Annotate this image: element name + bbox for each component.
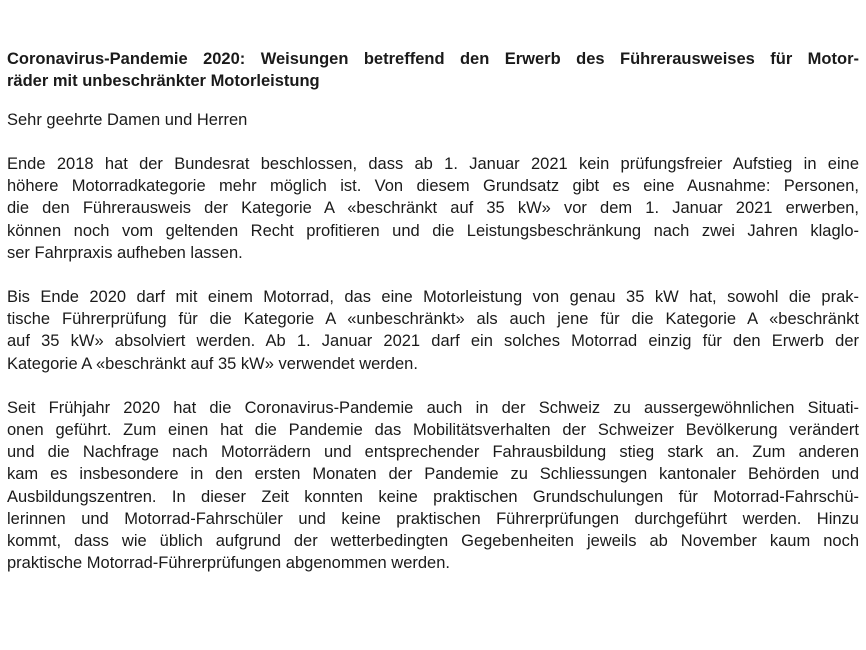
paragraph-line: onen geführt. Zum einen hat die Pandemie das Mobilitätsverhalten der Schweizer Bevölkerung verändert <box>7 421 859 440</box>
paragraph-line: Kategorie A «beschränkt auf 35 kW» verwendet werden. <box>7 354 418 373</box>
paragraph-line: die den Führerausweis der Kategorie A «beschränkt auf 35 kW» vor dem 1. Januar 2021 erwerben, <box>7 199 859 218</box>
title-line: Coronavirus-Pandemie 2020: Weisungen betreffend den Erwerb des Führerausweises für Motor- <box>7 50 859 68</box>
paragraph-line: ser Fahrpraxis aufheben lassen. <box>7 243 243 262</box>
document-body <box>7 48 859 596</box>
paragraph-line: lerinnen und Motorrad-Fahrschüler und keine praktischen Führerprüfungen durchgeführt werden. Hinzu <box>7 509 859 528</box>
paragraph-line: kommt, dass wie üblich aufgrund der wetterbedingten Gegebenheiten jeweils ab November kaum noch <box>7 532 859 551</box>
paragraph-line: praktische Motorrad-Führerprüfungen abgenommen werden. <box>7 554 450 573</box>
paragraph-line: Bis Ende 2020 darf mit einem Motorrad, das eine Motorleistung von genau 35 kW hat, sowohl die prak- <box>7 288 859 307</box>
paragraph-line: Ende 2018 hat der Bundesrat beschlossen, dass ab 1. Januar 2021 kein prüfungsfreier Aufstieg in eine <box>7 155 859 173</box>
paragraph-line: auf 35 kW» absolviert werden. Ab 1. Januar 2021 darf ein solches Motorrad einzig für den Erwerb der <box>7 332 859 351</box>
paragraph-1 <box>7 153 859 264</box>
paragraph-line: Ausbildungszentren. In dieser Zeit konnten keine praktischen Grundschulungen für Motorrad-Fahrschü- <box>7 487 859 506</box>
paragraph-2 <box>7 286 859 375</box>
paragraph-line: Seit Frühjahr 2020 hat die Coronavirus-Pandemie auch in der Schweiz zu aussergewöhnlichen Situati- <box>7 398 859 417</box>
paragraph-line: tische Führerprüfung für die Kategorie A «unbeschränkt» als auch jene für die Kategorie A «beschränkt <box>7 310 859 329</box>
paragraph-line: kam es insbesondere in den ersten Monaten der Pandemie zu Schliessungen kantonaler Behörden und <box>7 465 859 484</box>
document-title <box>7 48 859 92</box>
paragraph-line: und die Nachfrage nach Motorrädern und entsprechender Fahrausbildung stieg stark an. Zum anderen <box>7 443 859 462</box>
paragraph-line: höhere Motorradkategorie mehr möglich ist. Von diesem Grundsatz gibt es eine Ausnahme: Personen, <box>7 177 859 196</box>
paragraph-line: können noch vom geltenden Recht profitieren und die Leistungsbeschränkung nach zwei Jahren klaglo- <box>7 221 859 240</box>
salutation: Sehr geehrte Damen und Herren <box>7 111 248 129</box>
title-line: räder mit unbeschränkter Motorleistung <box>7 72 320 90</box>
paragraph-3 <box>7 397 859 575</box>
